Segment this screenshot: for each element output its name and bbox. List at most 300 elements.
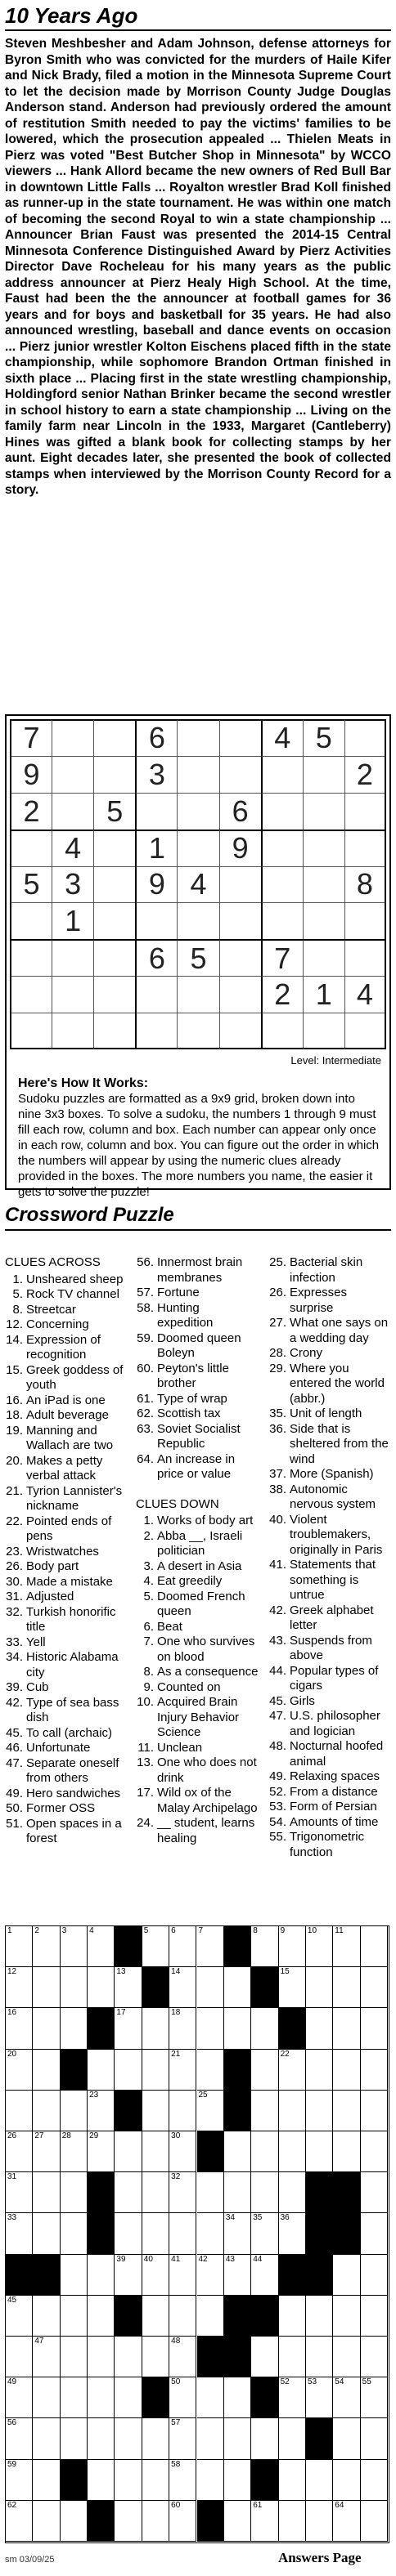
sudoku-cell[interactable]: [219, 866, 261, 903]
clue-item: [268, 1634, 391, 1664]
crossword-cell[interactable]: [306, 2008, 333, 2049]
crossword-cell[interactable]: [279, 2091, 306, 2131]
sudoku-cell[interactable]: 5: [93, 793, 135, 830]
sudoku-cell[interactable]: [177, 902, 218, 939]
crossword-cell[interactable]: [33, 2501, 60, 2542]
crossword-cell[interactable]: [115, 2213, 142, 2254]
crossword-cell[interactable]: [115, 2131, 142, 2172]
clue-item: [268, 1346, 391, 1362]
clue-text: An iPad is one: [26, 1393, 106, 1407]
crossword-cell[interactable]: [169, 2296, 196, 2337]
crossword-cell[interactable]: [333, 1926, 360, 1967]
sudoku-cell[interactable]: [177, 830, 218, 866]
crossword-cell[interactable]: [61, 1967, 88, 2008]
crossword-cell[interactable]: [361, 2008, 388, 2049]
sudoku-cell[interactable]: [135, 902, 177, 939]
crossword-cell[interactable]: [361, 2050, 388, 2091]
crossword-cell[interactable]: [251, 2501, 278, 2542]
crossword-cell[interactable]: [169, 2050, 196, 2091]
crossword-cell-number: 48: [171, 2337, 181, 2346]
sudoku-cell[interactable]: 5: [10, 866, 52, 903]
crossword-cell[interactable]: [6, 1967, 33, 2008]
clue-number: 5.: [143, 1589, 154, 1603]
crossword-cell[interactable]: [61, 2172, 88, 2213]
crossword-cell[interactable]: [142, 2008, 169, 2049]
crossword-cell[interactable]: [197, 2255, 224, 2296]
crossword-cell[interactable]: [115, 2255, 142, 2296]
crossword-cell[interactable]: [224, 2131, 251, 2172]
crossword-cell[interactable]: [88, 2255, 115, 2296]
crossword-cell[interactable]: [142, 2172, 169, 2213]
sudoku-cell[interactable]: 6: [219, 793, 261, 830]
crossword-cell[interactable]: [197, 2008, 224, 2049]
crossword-cell[interactable]: [88, 2131, 115, 2172]
crossword-cell[interactable]: [88, 1967, 115, 2008]
crossword-cell[interactable]: [333, 2050, 360, 2091]
sudoku-cell[interactable]: [93, 939, 135, 976]
crossword-cell[interactable]: [169, 2008, 196, 2049]
crossword-cell[interactable]: [33, 1926, 60, 1967]
crossword-cell[interactable]: [169, 2337, 196, 2377]
crossword-cell[interactable]: [142, 1926, 169, 1967]
sudoku-cell[interactable]: [261, 902, 303, 939]
sudoku-cell[interactable]: [177, 976, 218, 1013]
crossword-cell[interactable]: [169, 2131, 196, 2172]
crossword-cell[interactable]: [169, 1926, 196, 1967]
crossword-cell[interactable]: [61, 2377, 88, 2418]
crossword-cell[interactable]: [333, 2377, 360, 2418]
crossword-cell[interactable]: [361, 2337, 388, 2377]
sudoku-cell[interactable]: 3: [52, 866, 93, 903]
crossword-cell[interactable]: [61, 2255, 88, 2296]
sudoku-cell[interactable]: 7: [261, 939, 303, 976]
crossword-cell[interactable]: [251, 2337, 278, 2377]
crossword-cell[interactable]: [33, 1967, 60, 2008]
crossword-cell[interactable]: [333, 2255, 360, 2296]
clue-item: [5, 1801, 128, 1817]
crossword-cell[interactable]: [169, 2501, 196, 2542]
crossword-cell[interactable]: [361, 2131, 388, 2172]
crossword-cell[interactable]: [142, 2460, 169, 2501]
crossword-cell[interactable]: [6, 2131, 33, 2172]
sudoku-cell[interactable]: 4: [261, 719, 303, 756]
crossword-cell[interactable]: [361, 2377, 388, 2418]
crossword-cell[interactable]: [361, 2172, 388, 2213]
crossword-cell[interactable]: [251, 1926, 278, 1967]
sudoku-cell[interactable]: [219, 902, 261, 939]
sudoku-cell[interactable]: [219, 976, 261, 1013]
crossword-cell[interactable]: [61, 2008, 88, 2049]
crossword-cell[interactable]: [361, 2255, 388, 2296]
crossword-cell[interactable]: [197, 1926, 224, 1967]
crossword-cell[interactable]: [6, 2337, 33, 2377]
sudoku-cell[interactable]: 6: [135, 719, 177, 756]
crossword-cell[interactable]: [279, 1926, 306, 1967]
sudoku-cell[interactable]: [344, 719, 386, 756]
sudoku-cell[interactable]: 8: [344, 866, 386, 903]
crossword-cell[interactable]: [142, 2131, 169, 2172]
sudoku-cell[interactable]: [135, 976, 177, 1013]
sudoku-cell[interactable]: [52, 793, 93, 830]
sudoku-cell[interactable]: 5: [303, 719, 344, 756]
sudoku-cell[interactable]: [303, 793, 344, 830]
sudoku-cell[interactable]: [344, 793, 386, 830]
crossword-cell[interactable]: [33, 2337, 60, 2377]
crossword-cell[interactable]: [61, 2418, 88, 2459]
sudoku-cell[interactable]: [10, 1013, 52, 1049]
clue-item: [268, 1362, 391, 1407]
crossword-cell[interactable]: [169, 2418, 196, 2459]
crossword-cell[interactable]: [251, 2172, 278, 2213]
sudoku-cell[interactable]: 2: [344, 756, 386, 793]
crossword-cell[interactable]: [224, 2418, 251, 2459]
crossword-cell[interactable]: [88, 2091, 115, 2131]
crossword-cell[interactable]: [115, 2418, 142, 2459]
clue-item: [5, 1726, 128, 1742]
sudoku-cell[interactable]: 3: [135, 756, 177, 793]
crossword-cell[interactable]: [6, 2418, 33, 2459]
clue-number: 42.: [269, 1603, 286, 1617]
crossword-rule: [5, 1229, 391, 1231]
crossword-grid: [5, 1925, 389, 2543]
crossword-block: [61, 2460, 88, 2501]
crossword-cell[interactable]: [306, 2460, 333, 2501]
crossword-cell[interactable]: [279, 2337, 306, 2377]
crossword-cell[interactable]: [197, 2418, 224, 2459]
crossword-block: [88, 2213, 115, 2254]
crossword-cell[interactable]: [115, 2172, 142, 2213]
sudoku-cell[interactable]: 7: [10, 719, 52, 756]
crossword-cell[interactable]: [6, 2091, 33, 2131]
crossword-cell[interactable]: [333, 2091, 360, 2131]
crossword-cell[interactable]: [333, 2418, 360, 2459]
crossword-cell[interactable]: [197, 2050, 224, 2091]
crossword-cell[interactable]: [333, 1967, 360, 2008]
crossword-cell[interactable]: [197, 2377, 224, 2418]
crossword-cell[interactable]: [197, 2091, 224, 2131]
crossword-cell[interactable]: [361, 1967, 388, 2008]
crossword-block: [279, 2255, 306, 2296]
crossword-cell[interactable]: [6, 2296, 33, 2337]
crossword-block: [115, 2091, 142, 2131]
crossword-cell[interactable]: [33, 2172, 60, 2213]
crossword-cell[interactable]: [251, 2255, 278, 2296]
sudoku-cell[interactable]: [93, 830, 135, 866]
crossword-cell[interactable]: [33, 2091, 60, 2131]
crossword-cell[interactable]: [279, 2377, 306, 2418]
sudoku-cell[interactable]: 9: [10, 756, 52, 793]
crossword-cell[interactable]: [88, 2418, 115, 2459]
crossword-cell[interactable]: [251, 2131, 278, 2172]
crossword-cell[interactable]: [115, 2337, 142, 2377]
crossword-cell[interactable]: [279, 2172, 306, 2213]
clue-text: Suspends from above: [290, 1633, 372, 1662]
crossword-block: [306, 2255, 333, 2296]
crossword-cell[interactable]: [33, 2131, 60, 2172]
crossword-cell[interactable]: [306, 2131, 333, 2172]
sudoku-cell[interactable]: [219, 756, 261, 793]
crossword-cell[interactable]: [142, 2418, 169, 2459]
crossword-cell[interactable]: [224, 1967, 251, 2008]
clue-number: 34.: [6, 1650, 23, 1664]
crossword-cell[interactable]: [88, 2296, 115, 2337]
clue-text: From a distance: [290, 1784, 378, 1799]
crossword-cell[interactable]: [306, 1967, 333, 2008]
crossword-cell[interactable]: [115, 2377, 142, 2418]
crossword-cell[interactable]: [279, 2501, 306, 2542]
crossword-cell[interactable]: [142, 2337, 169, 2377]
crossword-cell[interactable]: [61, 2501, 88, 2542]
crossword-cell[interactable]: [333, 2501, 360, 2542]
crossword-cell[interactable]: [333, 2460, 360, 2501]
sudoku-cell[interactable]: [261, 830, 303, 866]
crossword-cell[interactable]: [33, 2418, 60, 2459]
clue-number: 50.: [6, 1801, 23, 1815]
title-rule: [5, 29, 391, 31]
crossword-cell[interactable]: [197, 2172, 224, 2213]
sudoku-cell[interactable]: [93, 866, 135, 903]
sudoku-cell[interactable]: [52, 719, 93, 756]
sudoku-cell[interactable]: [219, 939, 261, 976]
crossword-cell[interactable]: [169, 2091, 196, 2131]
sudoku-cell[interactable]: [219, 719, 261, 756]
sudoku-cell[interactable]: [344, 830, 386, 866]
clue-column-1: [5, 1255, 128, 1847]
crossword-cell[interactable]: [61, 2337, 88, 2377]
clue-number: 13.: [137, 1755, 154, 1769]
crossword-cell[interactable]: [88, 2050, 115, 2091]
crossword-cell[interactable]: [142, 2091, 169, 2131]
sudoku-cell[interactable]: 9: [135, 866, 177, 903]
crossword-cell[interactable]: [169, 2460, 196, 2501]
crossword-cell[interactable]: [224, 2460, 251, 2501]
crossword-cell[interactable]: [306, 2337, 333, 2377]
crossword-cell[interactable]: [224, 2213, 251, 2254]
crossword-cell[interactable]: [224, 2377, 251, 2418]
crossword-cell[interactable]: [306, 2377, 333, 2418]
sudoku-cell[interactable]: 2: [10, 793, 52, 830]
sudoku-cell[interactable]: 1: [135, 830, 177, 866]
sudoku-cell[interactable]: [10, 939, 52, 976]
crossword-cell[interactable]: [169, 2172, 196, 2213]
crossword-cell[interactable]: [224, 2255, 251, 2296]
crossword-cell[interactable]: [306, 2050, 333, 2091]
crossword-cell[interactable]: [251, 2213, 278, 2254]
crossword-cell[interactable]: [279, 2460, 306, 2501]
sudoku-cell[interactable]: [261, 866, 303, 903]
crossword-cell[interactable]: [33, 2050, 60, 2091]
crossword-cell[interactable]: [224, 2008, 251, 2049]
crossword-cell[interactable]: [197, 1967, 224, 2008]
sudoku-cell[interactable]: [93, 1013, 135, 1049]
crossword-cell[interactable]: [333, 2337, 360, 2377]
crossword-cell[interactable]: [333, 2131, 360, 2172]
crossword-cell[interactable]: [33, 2213, 60, 2254]
clue-item: [268, 1694, 391, 1710]
sudoku-cell[interactable]: [261, 756, 303, 793]
clue-item: [5, 1272, 128, 1288]
sudoku-cell[interactable]: [261, 1013, 303, 1049]
sudoku-cell[interactable]: [177, 1013, 218, 1049]
crossword-block: [251, 2296, 278, 2337]
crossword-cell[interactable]: [115, 2460, 142, 2501]
sudoku-cell[interactable]: [93, 902, 135, 939]
crossword-cell[interactable]: [306, 2501, 333, 2542]
sudoku-cell[interactable]: [344, 902, 386, 939]
crossword-cell-number: 8: [253, 1926, 258, 1935]
sudoku-cell[interactable]: [10, 830, 52, 866]
sudoku-cell[interactable]: 9: [219, 830, 261, 866]
crossword-cell[interactable]: [88, 2460, 115, 2501]
sudoku-cell[interactable]: [303, 902, 344, 939]
sudoku-cell[interactable]: [93, 976, 135, 1013]
sudoku-cell[interactable]: [219, 1013, 261, 1049]
crossword-cell[interactable]: [6, 2377, 33, 2418]
sudoku-cell[interactable]: [10, 976, 52, 1013]
crossword-cell[interactable]: [279, 1967, 306, 2008]
crossword-cell[interactable]: [306, 1926, 333, 1967]
crossword-cell[interactable]: [361, 2091, 388, 2131]
sudoku-cell[interactable]: [303, 939, 344, 976]
sudoku-cell[interactable]: 5: [177, 939, 218, 976]
clue-text: Type of sea bass dish: [26, 1695, 119, 1724]
sudoku-cell[interactable]: [261, 793, 303, 830]
crossword-cell[interactable]: [33, 2008, 60, 2049]
sudoku-cell[interactable]: [303, 1013, 344, 1049]
crossword-cell[interactable]: [279, 2050, 306, 2091]
crossword-cell[interactable]: [88, 2377, 115, 2418]
sudoku-cell[interactable]: [52, 939, 93, 976]
crossword-cell[interactable]: [361, 2418, 388, 2459]
sudoku-cell[interactable]: [52, 976, 93, 1013]
crossword-cell[interactable]: [251, 2091, 278, 2131]
crossword-cell[interactable]: [6, 2213, 33, 2254]
crossword-cell[interactable]: [197, 2296, 224, 2337]
crossword-cell[interactable]: [333, 2008, 360, 2049]
crossword-cell[interactable]: [279, 2213, 306, 2254]
crossword-cell[interactable]: [251, 2050, 278, 2091]
crossword-cell[interactable]: [61, 1926, 88, 1967]
clues-across-title: CLUES ACROSS: [5, 1255, 101, 1269]
crossword-cell[interactable]: [251, 2418, 278, 2459]
crossword-cell[interactable]: [33, 2377, 60, 2418]
crossword-cell[interactable]: [6, 2172, 33, 2213]
crossword-cell[interactable]: [224, 2501, 251, 2542]
crossword-cell[interactable]: [251, 2008, 278, 2049]
clue-number: 39.: [6, 1680, 23, 1694]
sudoku-cell[interactable]: [10, 902, 52, 939]
crossword-cell[interactable]: [169, 2213, 196, 2254]
sudoku-cell[interactable]: 2: [261, 976, 303, 1013]
sudoku-cell[interactable]: [135, 793, 177, 830]
crossword-cell[interactable]: [6, 2501, 33, 2542]
sudoku-cell[interactable]: 4: [52, 830, 93, 866]
crossword-cell[interactable]: [197, 2460, 224, 2501]
crossword-cell[interactable]: [115, 2501, 142, 2542]
crossword-cell-number: 16: [7, 2008, 17, 2018]
clue-text: Peyton's little brother: [157, 1361, 229, 1390]
crossword-cell[interactable]: [361, 2213, 388, 2254]
crossword-cell[interactable]: [61, 2296, 88, 2337]
crossword-cell[interactable]: [169, 2255, 196, 2296]
sudoku-cell[interactable]: [93, 756, 135, 793]
crossword-cell[interactable]: [279, 2131, 306, 2172]
crossword-cell[interactable]: [115, 2008, 142, 2049]
sudoku-cell[interactable]: [135, 1013, 177, 1049]
crossword-cell[interactable]: [142, 2213, 169, 2254]
crossword-cell[interactable]: [142, 2050, 169, 2091]
crossword-cell[interactable]: [279, 2296, 306, 2337]
crossword-cell[interactable]: [61, 2213, 88, 2254]
sudoku-cell[interactable]: [303, 830, 344, 866]
crossword-cell[interactable]: [6, 2008, 33, 2049]
crossword-cell-number: 29: [89, 2131, 99, 2140]
sudoku-cell[interactable]: 4: [344, 976, 386, 1013]
crossword-cell[interactable]: [61, 2131, 88, 2172]
crossword-cell[interactable]: [361, 2460, 388, 2501]
sudoku-cell[interactable]: [177, 793, 218, 830]
crossword-cell[interactable]: [6, 2050, 33, 2091]
clue-text: Historic Alabama city: [26, 1650, 119, 1679]
sudoku-cell[interactable]: [344, 939, 386, 976]
crossword-cell-number: 45: [7, 2295, 17, 2305]
crossword-cell[interactable]: [142, 2255, 169, 2296]
crossword-cell[interactable]: [88, 2337, 115, 2377]
crossword-cell[interactable]: [6, 1926, 33, 1967]
crossword-cell[interactable]: [33, 2460, 60, 2501]
clue-number: 29.: [269, 1361, 286, 1375]
sudoku-cell[interactable]: [177, 719, 218, 756]
sudoku-cell[interactable]: [303, 756, 344, 793]
crossword-cell[interactable]: [333, 2296, 360, 2337]
crossword-cell[interactable]: [361, 2501, 388, 2542]
crossword-cell[interactable]: [142, 2296, 169, 2337]
clue-text: __ student, learns healing: [157, 1816, 255, 1845]
crossword-cell[interactable]: [142, 2501, 169, 2542]
sudoku-cell[interactable]: [93, 719, 135, 756]
sudoku-cell[interactable]: 1: [52, 902, 93, 939]
sudoku-cell[interactable]: [52, 1013, 93, 1049]
sudoku-cell[interactable]: 6: [135, 939, 177, 976]
clue-number: 20.: [6, 1453, 23, 1468]
crossword-cell[interactable]: [197, 2213, 224, 2254]
crossword-cell[interactable]: [279, 2418, 306, 2459]
sudoku-cell[interactable]: [344, 1013, 386, 1049]
crossword-cell[interactable]: [361, 2296, 388, 2337]
crossword-cell[interactable]: [224, 2172, 251, 2213]
crossword-cell[interactable]: [33, 2296, 60, 2337]
clue-number: 62.: [137, 1407, 154, 1420]
crossword-cell[interactable]: [306, 2296, 333, 2337]
sudoku-cell[interactable]: [52, 756, 93, 793]
sudoku-cell[interactable]: 1: [303, 976, 344, 1013]
crossword-cell[interactable]: [361, 1926, 388, 1967]
crossword-cell[interactable]: [115, 1967, 142, 2008]
clue-item: [5, 1650, 128, 1680]
sudoku-cell[interactable]: [303, 866, 344, 903]
clue-text: Expression of recognition: [26, 1332, 101, 1362]
crossword-cell[interactable]: [61, 2091, 88, 2131]
crossword-cell[interactable]: [115, 2050, 142, 2091]
crossword-cell[interactable]: [306, 2091, 333, 2131]
sudoku-cell[interactable]: [177, 756, 218, 793]
crossword-cell[interactable]: [169, 2377, 196, 2418]
crossword-cell[interactable]: [88, 1926, 115, 1967]
sudoku-cell[interactable]: 4: [177, 866, 218, 903]
crossword-cell[interactable]: [169, 1967, 196, 2008]
crossword-block: [88, 2008, 115, 2049]
crossword-cell[interactable]: [6, 2460, 33, 2501]
